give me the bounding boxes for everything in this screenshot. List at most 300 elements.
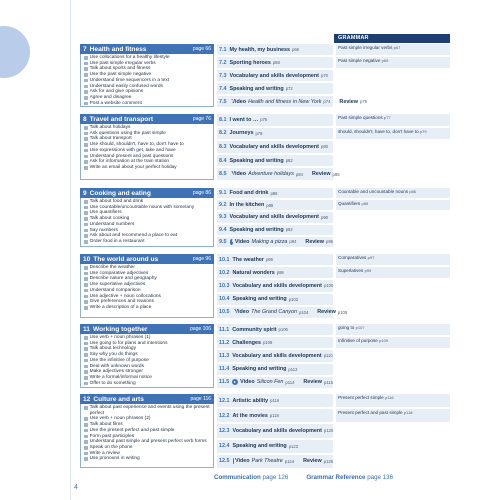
objective-text: Post a website comment <box>89 100 142 106</box>
video-label: Video <box>234 309 250 316</box>
communication-link[interactable] <box>214 474 288 481</box>
lesson-number: 11.2 <box>219 339 230 346</box>
checkbox-icon <box>84 206 88 210</box>
objective-text: Say why you do things <box>89 352 138 358</box>
grammar-page: p89 <box>361 201 369 207</box>
objective-text: Understand numbers <box>89 221 135 227</box>
video-label: Video <box>231 98 247 105</box>
objective-text: Use collocations for a healthy lifestyle <box>89 55 170 60</box>
lesson-row[interactable] <box>217 128 333 140</box>
checkbox-icon <box>84 272 88 276</box>
grammar-item[interactable] <box>336 128 450 140</box>
lesson-title: Challenges <box>232 339 261 346</box>
lesson-number: 9.3 <box>219 214 227 221</box>
lesson-row[interactable] <box>217 141 333 153</box>
unit-title: Travel and transport <box>89 115 154 123</box>
lesson-page: p110 <box>323 353 333 359</box>
lesson-title: Food and drink <box>229 190 269 197</box>
lesson-row[interactable] <box>217 350 333 361</box>
margin-line <box>70 0 71 500</box>
review-page: p95 <box>326 239 333 245</box>
objective-text: Use expressions with get, take and have <box>89 147 176 153</box>
lesson-number: 12.3 <box>219 427 230 434</box>
objective-item <box>84 405 211 416</box>
review-page: p125 <box>323 458 333 464</box>
unit-number: 8 <box>83 115 87 123</box>
video-row[interactable] <box>217 96 367 107</box>
lesson-number: 10.1 <box>219 256 230 263</box>
lesson-row[interactable] <box>217 114 333 126</box>
grammar-item[interactable] <box>336 200 450 210</box>
grammar-reference-page: page 136 <box>367 474 394 481</box>
lesson-number: 10.4 <box>219 296 230 303</box>
video-title: The Grand Canyon <box>251 309 297 316</box>
lesson-row[interactable] <box>217 424 333 437</box>
unit-title-group <box>83 256 158 263</box>
checkbox-icon <box>84 295 88 299</box>
checkbox-icon <box>84 277 88 281</box>
unit-overview <box>80 324 214 388</box>
checkbox-icon <box>84 137 88 141</box>
grammar-item[interactable] <box>336 188 450 198</box>
lesson-title: Sporting heroes <box>229 59 271 66</box>
lessons-column <box>217 254 348 318</box>
video-label: Video <box>234 238 250 245</box>
objective-text: Understand present and past questions <box>89 153 174 159</box>
lesson-title: My health, my business <box>229 46 291 53</box>
lesson-number: 12.1 <box>219 397 230 404</box>
unit-overview <box>80 394 214 468</box>
grammar-item[interactable] <box>336 324 450 335</box>
unit-row <box>80 254 450 318</box>
unit-page: page 86 <box>192 190 211 196</box>
objective-text: Talk about holidays <box>89 125 131 130</box>
unit-header[interactable] <box>80 114 214 124</box>
grammar-column <box>336 394 450 468</box>
grammar-text: Past simple negative <box>338 58 381 63</box>
video-label: Video <box>235 458 250 465</box>
unit-row <box>80 188 450 247</box>
lesson-row[interactable] <box>217 254 333 265</box>
lesson-row[interactable] <box>217 364 333 375</box>
grammar-text: Past simple questions <box>338 115 383 120</box>
objective-text: Describe nature and geography <box>89 276 157 282</box>
video-title: Health and fitness in New York <box>248 98 322 105</box>
checkbox-icon <box>84 67 88 71</box>
unit-overview <box>80 254 214 318</box>
lesson-number: 8.5 <box>219 171 227 178</box>
grammar-page: p69 <box>381 58 389 63</box>
checkbox-icon <box>84 266 88 270</box>
checkbox-icon <box>84 370 88 374</box>
objective-item <box>84 101 211 107</box>
objective-text: Use should, shouldn't, have to, don't have to <box>89 142 184 148</box>
video-page: p74 <box>323 99 331 104</box>
grammar-page: p77 <box>383 115 391 120</box>
objective-text: Talk about sports and fitness <box>89 66 151 72</box>
checkbox-icon <box>84 234 88 238</box>
lesson-title: Vocabulary and skills development <box>229 72 319 79</box>
objective-text: Use comparative adjectives <box>89 270 149 276</box>
grammar-item[interactable] <box>336 394 450 407</box>
review-page: p75 <box>360 99 367 104</box>
lesson-row[interactable] <box>217 188 333 198</box>
lesson-row[interactable] <box>217 44 333 55</box>
unit-title-group <box>83 326 147 333</box>
objective-text: Use the infinitive of purpose <box>89 357 149 363</box>
checkbox-icon <box>84 289 88 293</box>
checkbox-icon <box>84 423 88 427</box>
lesson-title: At the movies <box>232 412 268 419</box>
lesson-row[interactable] <box>217 337 333 348</box>
objective-text: Write a formal/informal notice <box>89 374 152 380</box>
lesson-title: Speaking and writing <box>229 157 284 164</box>
checkbox-icon <box>84 347 88 351</box>
checkbox-icon <box>84 435 88 439</box>
grammar-text: going to <box>338 325 355 330</box>
grammar-page: p79 <box>419 128 427 134</box>
lesson-title: Community spirit <box>232 326 277 333</box>
review-page: p85 <box>332 171 340 177</box>
lesson-number: 8.1 <box>219 116 227 123</box>
lesson-page: p120 <box>323 428 334 434</box>
grammar-item[interactable] <box>336 409 450 422</box>
objective-text: Use the present perfect and past simple <box>89 427 175 433</box>
objectives-list <box>80 334 214 388</box>
lesson-page: p96 <box>265 257 273 263</box>
lesson-row[interactable] <box>217 440 333 453</box>
grammar-reference-link[interactable] <box>306 474 393 481</box>
lesson-number: 12.4 <box>219 443 230 450</box>
grammar-text: should, shouldn't, have to, don't have to <box>338 128 419 134</box>
lesson-number: 8.2 <box>219 130 227 137</box>
lesson-number: 7.5 <box>219 98 227 105</box>
lesson-number: 11.3 <box>219 352 230 359</box>
grammar-text: Infinitive of purpose <box>338 338 378 344</box>
lesson-page: p118 <box>269 413 279 419</box>
checkbox-icon <box>84 79 88 83</box>
lesson-row[interactable] <box>217 394 333 407</box>
objective-text: Speak on the phone <box>89 444 133 450</box>
lesson-page: p88 <box>266 202 274 208</box>
objective-text: Talk about films <box>89 422 123 428</box>
grammar-text: Past simple irregular verbs <box>338 45 393 50</box>
unit-page: page 106 <box>190 326 211 332</box>
lesson-page: p76 <box>260 117 268 123</box>
lesson-page: p100 <box>323 283 334 289</box>
objective-text: Use countable/uncountable nouns with some/any <box>89 204 195 210</box>
unit-row <box>80 324 450 388</box>
checkbox-icon <box>84 217 88 221</box>
checkbox-icon <box>84 211 88 215</box>
lesson-page: p106 <box>278 327 288 333</box>
lesson-title: Vocabulary and skills development <box>232 352 322 359</box>
checkbox-icon <box>84 336 88 340</box>
review-page: p115 <box>323 379 333 385</box>
lesson-page: p82 <box>285 158 293 164</box>
lesson-number: 8.3 <box>219 143 227 150</box>
decorative-circle <box>0 26 30 78</box>
checkbox-icon <box>84 200 88 204</box>
unit-page: page 116 <box>190 396 211 402</box>
grammar-page: p99 <box>364 268 372 274</box>
checkbox-icon <box>84 359 88 363</box>
unit-title: Culture and arts <box>93 395 144 403</box>
lesson-title: Artistic ability <box>232 397 269 404</box>
checkbox-icon <box>84 240 88 244</box>
objective-text: Ask for information at the train station <box>89 159 170 165</box>
lesson-number: 10.3 <box>219 282 230 289</box>
objective-text: Form past participles <box>89 433 135 439</box>
lesson-page: p86 <box>270 190 278 196</box>
lesson-number: 10.5 <box>219 309 230 316</box>
checkbox-icon <box>84 417 88 421</box>
grammar-column <box>336 254 450 318</box>
checkbox-icon <box>84 300 88 304</box>
unit-header[interactable] <box>80 324 214 334</box>
objective-text: Write a review <box>89 450 120 456</box>
grammar-page: p109 <box>379 338 389 344</box>
lesson-title: Journeys <box>229 130 254 137</box>
lesson-row[interactable] <box>217 70 333 81</box>
video-label: Video <box>240 379 255 386</box>
video-title: Making a pizza <box>251 238 288 245</box>
unit-title: The world around us <box>93 255 159 263</box>
lesson-number: 7.3 <box>219 72 227 79</box>
review-label: Review <box>303 458 322 465</box>
video-row[interactable] <box>217 168 340 180</box>
objective-text: Understand comparison <box>89 287 141 293</box>
video-row[interactable] <box>217 237 333 247</box>
lesson-title: Vocabulary and skills development <box>232 282 322 289</box>
grammar-page: p116 <box>384 395 394 400</box>
unit-header[interactable] <box>80 254 214 264</box>
checkbox-icon <box>84 160 88 164</box>
checkbox-icon <box>84 126 88 130</box>
checkbox-icon <box>84 223 88 227</box>
objective-text: Write an email about your perfect holiday <box>89 164 177 170</box>
lesson-page: p72 <box>285 86 293 91</box>
play-icon <box>233 458 234 464</box>
unit-header[interactable] <box>80 44 214 54</box>
lesson-page: p122 <box>288 443 299 449</box>
lesson-row[interactable] <box>217 57 333 68</box>
lessons-column <box>217 114 340 180</box>
objective-text: Say numbers <box>89 227 118 233</box>
checkbox-icon <box>84 149 88 153</box>
lesson-title: Vocabulary and skills development <box>229 214 319 221</box>
grammar-text: Present perfect simple <box>338 395 384 400</box>
review-label: Review <box>311 171 331 178</box>
unit-title-group <box>83 116 153 123</box>
objective-text: Understand time sequencers in a text <box>89 77 170 83</box>
lesson-title: Vocabulary and skills development <box>232 427 322 434</box>
lesson-page: p116 <box>270 398 280 404</box>
unit-row <box>80 394 450 468</box>
checkbox-icon <box>84 365 88 369</box>
objective-text: Talk about technology <box>89 346 136 352</box>
lesson-title: Speaking and writing <box>232 443 287 450</box>
objective-text: Write a description of a place <box>89 304 152 310</box>
review-page: p105 <box>337 309 348 315</box>
unit-number: 10 <box>83 255 91 263</box>
objective-text: Use verb + noun phrases (2) <box>89 416 151 422</box>
lesson-page: p108 <box>262 340 273 346</box>
lesson-title: I went to … <box>229 116 259 123</box>
lesson-row[interactable] <box>217 267 333 278</box>
lessons-column <box>217 394 333 468</box>
checkbox-icon <box>84 429 88 433</box>
grammar-page: p86 <box>409 189 416 194</box>
checkbox-icon <box>84 306 88 310</box>
objective-text: Deal with unknown words <box>89 363 144 369</box>
objective-text: Make adjectives stronger <box>89 369 143 375</box>
video-label: Video <box>231 171 247 178</box>
checkbox-icon <box>84 155 88 159</box>
checkbox-icon <box>84 452 88 456</box>
lesson-number: 9.1 <box>219 190 227 197</box>
unit-title-group <box>83 46 146 53</box>
page-number: 4 <box>74 484 78 491</box>
lesson-row[interactable] <box>217 225 333 235</box>
checkbox-icon <box>84 283 88 287</box>
checkbox-icon <box>84 132 88 136</box>
lesson-page: p102 <box>288 296 299 302</box>
checkbox-icon <box>84 166 88 170</box>
lesson-row[interactable] <box>217 155 333 167</box>
grammar-page: p107 <box>355 325 365 330</box>
video-row[interactable] <box>217 377 333 388</box>
checkbox-icon <box>84 90 88 94</box>
unit-number: 7 <box>83 45 87 53</box>
lesson-number: 8.4 <box>219 157 227 164</box>
grammar-text: Countable and uncountable nouns <box>338 189 408 194</box>
objective-text: Understand easily confused words <box>89 83 163 89</box>
unit-number: 9 <box>83 189 87 197</box>
objective-text: Understand past simple and present perfect verb forms <box>89 439 207 445</box>
grammar-item[interactable] <box>336 254 450 265</box>
lesson-row[interactable] <box>217 200 333 210</box>
objective-text: Use pronouns in writing <box>89 456 140 462</box>
lesson-row[interactable] <box>217 280 333 291</box>
unit-number: 12 <box>83 395 91 403</box>
unit-title: Health and fitness <box>89 45 147 53</box>
checkbox-icon <box>84 457 88 461</box>
grammar-column-header: GRAMMAR <box>334 34 450 43</box>
objective-item <box>84 456 211 462</box>
checkbox-icon <box>84 342 88 346</box>
lesson-title: In the kitchen <box>229 202 265 209</box>
lesson-page: p92 <box>285 227 293 233</box>
objective-text: Use superlative adjectives <box>89 282 146 288</box>
lesson-title: Speaking and writing <box>232 296 287 303</box>
checkbox-icon <box>84 143 88 147</box>
lesson-row[interactable] <box>217 324 333 335</box>
grammar-item[interactable] <box>336 57 450 68</box>
lesson-title: Speaking and writing <box>232 366 287 373</box>
grammar-reference-label: Grammar Reference <box>306 474 366 481</box>
objective-text: Order food in a restaurant <box>89 238 145 244</box>
unit-page: page 76 <box>192 116 211 122</box>
grammar-column <box>336 188 450 247</box>
objective-item <box>84 305 211 311</box>
lesson-title: Speaking and writing <box>229 85 284 92</box>
grammar-item[interactable] <box>336 44 450 55</box>
lesson-number: 9.4 <box>219 226 227 233</box>
unit-header[interactable] <box>80 188 214 198</box>
checkbox-icon <box>84 406 88 410</box>
lesson-number: 9.2 <box>219 202 227 209</box>
unit-overview <box>80 188 214 247</box>
grammar-column <box>336 44 450 107</box>
lesson-page: p78 <box>255 130 263 136</box>
grammar-column <box>336 114 450 180</box>
lesson-number: 7.2 <box>219 59 227 66</box>
lesson-page: p68 <box>272 60 280 65</box>
lesson-row[interactable] <box>217 83 333 94</box>
unit-row <box>80 114 450 180</box>
objective-text: Use the past simple negative <box>89 72 152 78</box>
video-page: p104 <box>298 309 309 315</box>
lesson-number: 9.5 <box>219 238 227 245</box>
objectives-list <box>80 198 214 247</box>
unit-number: 11 <box>83 325 90 333</box>
grammar-column <box>336 324 450 388</box>
objective-text: Use past simple irregular verbs <box>89 60 156 66</box>
unit-header[interactable] <box>80 394 214 404</box>
objective-text: Describe the weather <box>89 265 135 270</box>
play-icon <box>230 239 233 245</box>
checkbox-icon <box>84 85 88 89</box>
grammar-item[interactable] <box>336 114 450 126</box>
video-title: Adventure holidays <box>248 171 294 178</box>
lesson-row[interactable] <box>217 294 333 305</box>
lesson-page: p66 <box>292 47 300 52</box>
video-row[interactable] <box>217 307 348 318</box>
video-page: p124 <box>284 458 295 464</box>
objective-text: Use verb + noun phrases (1) <box>89 335 151 340</box>
review-label: Review <box>317 309 336 316</box>
unit-overview <box>80 44 214 107</box>
objective-text: Offer to do something <box>89 380 136 386</box>
unit-title-group <box>83 396 144 403</box>
lesson-page: p80 <box>320 144 328 150</box>
grammar-item[interactable] <box>336 267 450 278</box>
unit-title-group <box>83 190 151 197</box>
lesson-page: p98 <box>276 270 284 276</box>
grammar-item[interactable] <box>336 337 450 348</box>
lesson-number: 10.2 <box>219 269 230 276</box>
lessons-column <box>217 324 333 388</box>
checkbox-icon <box>84 62 88 66</box>
lesson-number: 11.4 <box>219 366 230 373</box>
communication-label: Communication <box>214 474 261 481</box>
video-row[interactable] <box>217 455 333 468</box>
objective-text: Talk about cooking <box>89 216 130 222</box>
objective-text: Use adjective + noun collocations <box>89 293 161 299</box>
unit-title: Working together <box>92 325 148 333</box>
lesson-row[interactable] <box>217 409 333 422</box>
checkbox-icon <box>84 102 88 106</box>
lesson-row[interactable] <box>217 212 333 222</box>
objective-text: Ask questions using the past simple <box>89 130 166 136</box>
unit-overview <box>80 114 214 180</box>
grammar-text: Superlatives <box>338 268 364 274</box>
lesson-number: 12.2 <box>219 412 230 419</box>
objectives-list <box>80 404 214 468</box>
objective-text: Give preferences and reasons <box>89 299 154 305</box>
video-title: Silicon Fen <box>256 379 284 386</box>
